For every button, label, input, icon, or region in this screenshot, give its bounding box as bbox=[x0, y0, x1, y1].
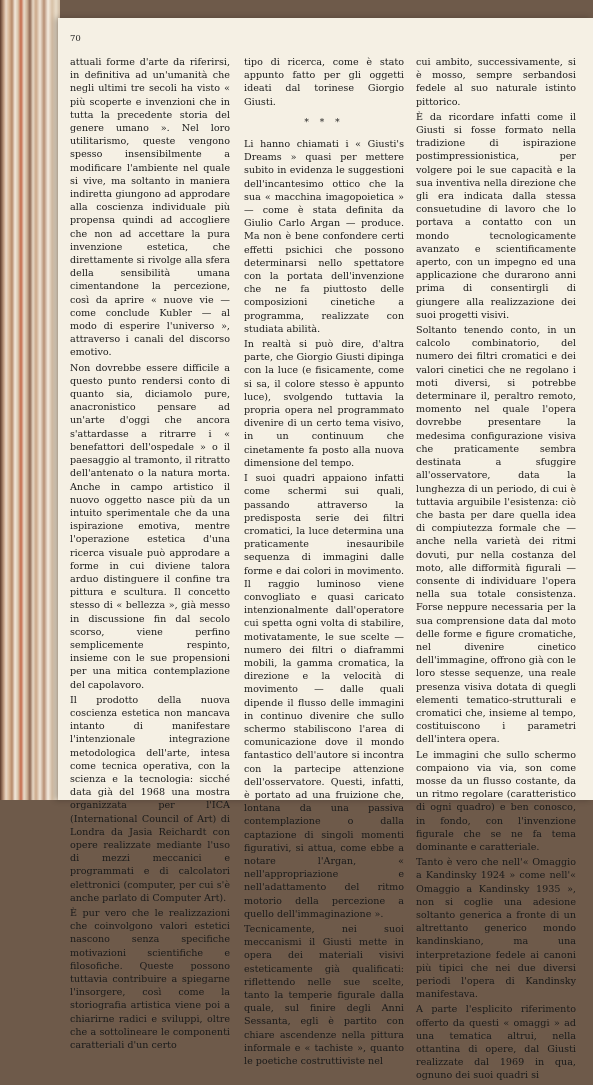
paragraph: tipo di ricerca, come è stato appunto fatto per gli oggetti ideati dal torinese Giorgio Giusti. bbox=[244, 57, 404, 108]
paragraph: Le immagini che sullo schermo compaiono via via, son come mosse da un flusso costante, da un ritmo regolare (caratteristico di ogni quadro) e ben conosco, in fondo, con l'invenzione figurale che se ne fa tema dominante e caratteriale. bbox=[416, 749, 576, 853]
text-column-3 bbox=[416, 56, 576, 1085]
text-column-1 bbox=[70, 56, 230, 1054]
paragraph: attuali forme d'arte da riferirsi, in definitiva ad un'umanità che negli ultimi tre secoli ha visto « più scoperte e invenzioni che in tutta la precedente storia del genere umano ». Nel loro utilitarismo, queste vengono spesso insensibilmente a modificare l'ambiente nel quale si vive, ma soltanto in maniera indiretta giungono ad approdare alla coscienza individuale più propensa quindi ad accogliere che non ad accettare la pura invenzione estetica, che direttamente si rivolge alla sfera della sensibilità umana cimentandone la percezione, così da aprire « nuove vie — come conclude Kubler — al modo di esperire l'universo », attraverso i canali del discorso emotivo. bbox=[70, 57, 230, 359]
section-separator: * * * bbox=[304, 117, 344, 128]
text-column-2 bbox=[244, 56, 404, 1070]
magazine-page bbox=[58, 18, 593, 1082]
paragraph: Il prodotto della nuova coscienza estetica non mancava intanto di manifestare l'intenzionale integrazione metodologica dell'arte, intesa come tecnica operativa, con la scienza e la tecnologia: sicché data già del 1968 una mostra organizzata per l'ICA (International Council of Art) di Londra da Jasia Reichardt con opere realizzate mediante l'uso di mezzi meccanici e programmati e di calcolatori elettronici (computer, per cui s'è anche parlato di Computer Art). bbox=[70, 694, 230, 904]
paragraph: I suoi quadri appaiono infatti come schermi sui quali, passando attraverso la predisposta serie dei filtri cromatici, la luce determina una praticamente inesauribile sequenza di immagini dalle forme e dai colori in movimento. Il raggio luminoso viene convogliato e quasi caricato intenzionalmente dall'operatore cui spetta ogni volta di stabilire, motivatamente, le sue scelte — numero dei filtri o diaframmi mobili, la gamma cromatica, la direzione e la velocità di movimento — dalle quali dipende il flusso delle immagini in continuo divenire che sullo schermo stabiliscono l'area di comunicazione dove il mondo fantastico dell'autore si incontra con la partecipe attenzione dell'osservatore. Questi, infatti, è portato ad una fruizione che, lontana da una passiva contemplazione o dalla captazione di singoli momenti figurativi, si attua, come ebbe a notare l'Argan, « nell'appropriazione e nell'adattamento del ritmo motorio della percezione a quello dell'immaginazione ». bbox=[244, 473, 404, 920]
paragraph: Soltanto tenendo conto, in un calcolo combinatorio, del numero dei filtri cromatici e dei valori cinetici che ne regolano i moti diversi, si potrebbe determinare il, peraltro remoto, momento nel quale l'opera dovrebbe presentare la medesima configurazione visiva che praticamente sembra destinata a sfuggire all'osservatore, data la lunghezza di un periodo, di cui è tuttavia arguibile l'esistenza: ciò che basta per dare quella idea di compiutezza formale che — anche nella varietà dei ritmi dovuti, pur nella costanza del moto, alle difformità figurali — consente di individuare l'opera nella sua totale consistenza. Forse neppure necessaria per la sua comprensione data dal moto delle forme e figure cromatiche, nel divenire cinetico dell'immagine, offrono già con le loro stesse sequenze, una reale presenza visiva dotata di quegli elementi tematico-strutturali e cromatici che, insieme al tempo, costituiscono i parametri dell'intera opera. bbox=[416, 325, 576, 746]
paragraph: In realtà si può dire, d'altra parte, che Giorgio Giusti dipinga con la luce (e fisicamente, come si sa, il colore stesso è appunto luce), svolgendo tuttavia la propria opera nel programmato divenire di un certo tema visivo, in un continuum che cinetamente fa posto alla nuova dimensione del tempo. bbox=[244, 339, 404, 469]
paragraph: È da ricordare infatti come il Giusti si fosse formato nella tradizione di ispirazione postimpressionistica, per volgere poi le sue capacità e la sua inventiva nella direzione che gli era indicata dalla stessa consuetudine di lavoro che lo portava a contatto con un mondo tecnologicamente avanzato e scientificamente aperto, con un impegno ed una applicazione che durarono anni prima di consentirgli di giungere alla realizzazione dei suoi progetti visivi. bbox=[416, 111, 576, 321]
paragraph: Li hanno chiamati i « Giusti's Dreams » quasi per mettere subito in evidenza le suggestioni dell'incantesimo ottico che la sua « macchina imagopoietica » — come è stata definita da Giulio Carlo Argan — produce. Ma non è bene confondere certi effetti psichici che possono determinarsi nello spettatore con la portata dell'invenzione che ne fa piuttosto delle composizioni cinetiche a programma, realizzate con studiata abilità. bbox=[244, 139, 404, 335]
page-number: 70 bbox=[70, 34, 81, 44]
paragraph: cui ambito, successivamente, si è mosso, sempre serbandosi fedele al suo naturale istinto pittorico. bbox=[416, 57, 576, 108]
paragraph: È pur vero che le realizzazioni che coinvolgono valori estetici nascono senza specifiche motivazioni scientifiche e filosofiche. Queste possono tuttavia contribuire a spiegarne l'insorgere, così come la storiografia artistica viene poi a chiarirne radici e sviluppi, oltre che a sottolineare le componenti caratteriali d'un certo bbox=[70, 908, 230, 1052]
paragraph: A parte l'esplicito riferimento offerto da questi « omaggi » ad una tematica altrui, nella ottantina di opere, dal Giusti realizzate dal 1969 in qua, ognuno dei suoi quadri si bbox=[416, 1004, 576, 1082]
book-page-edges bbox=[0, 0, 60, 800]
paragraph: Tecnicamente, nei suoi meccanismi il Giusti mette in opera dei materiali visivi esteticamente già qualificati: riflettendo nelle sue scelte, tanto la temperie figurale dalla quale, sul finire degli Anni Sessanta, egli è partito con chiare ascendenze nella pittura informale e « tachiste », quanto le poetiche costruttiviste nel bbox=[244, 924, 404, 1068]
paragraph: Tanto è vero che nell'« Omaggio a Kandinsky 1924 » come nell'« Omaggio a Kandinsky 1935 », non si coglie una adesione soltanto generica a fronte di un altrettanto generico mondo kandinskiano, ma una interpretazione fedele ai canoni più tipici che nei due diversi periodi l'opera di Kandinsky manifestava. bbox=[416, 857, 576, 1001]
paragraph: Non dovrebbe essere difficile a questo punto rendersi conto di quanto sia, diciamolo pure, anacronistico pensare ad un'arte d'oggi che ancora s'attardasse a ritrarre i « benefattori dell'ospedale » o il paesaggio al tramonto, il ritratto dell'antenato o la natura morta. Anche in campo artistico il nuovo oggetto nasce più da un intuito sperimentale che da una ispirazione emotiva, mentre l'operazione estetica d'una ricerca visuale può approdare a forme in cui diviene talora arduo distinguere il confine tra pittura e scultura. Il concetto stesso di « bellezza », già messo in discussione fin dal secolo scorso, viene perfino semplicemente respinto, insieme con le sue propensioni per una mitica contemplazione del capolavoro. bbox=[70, 362, 230, 691]
